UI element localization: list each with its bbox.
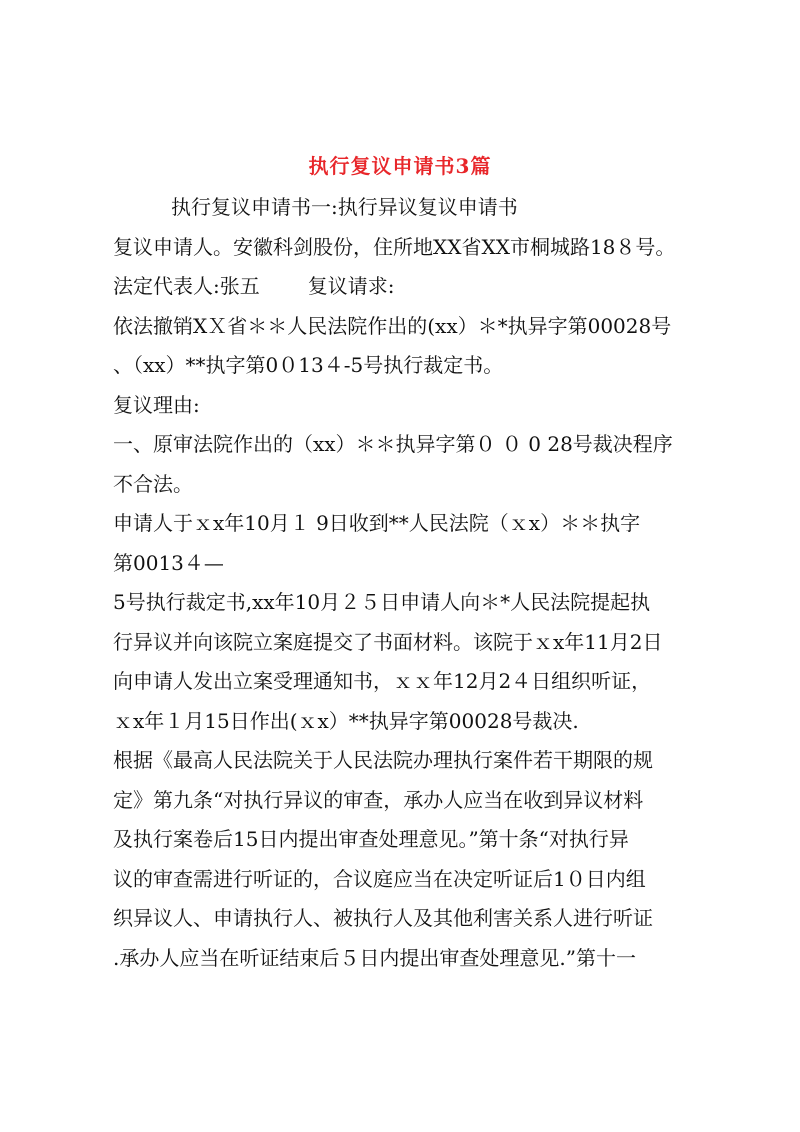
paragraph-line: 依法撤销XＸ省＊＊人民法院作出的(xx）＊*执异字第00028号 — [113, 313, 672, 338]
paragraph-line: 行异议并向该院立案庭提交了书面材料。该院于ｘx年11月2日 — [113, 629, 663, 654]
paragraph-line: 不合法。 — [113, 471, 193, 496]
section-heading: 执行复议申请书一:执行异议复议申请书 — [171, 195, 518, 219]
paragraph-line: 第0013４— — [113, 550, 224, 575]
document-title: 执行复议申请书3篇 — [308, 154, 492, 178]
paragraph-line: 向申请人发出立案受理通知书，ｘｘ年12月2４日组织听证， — [113, 669, 652, 693]
paragraph-line: 复议理由: — [113, 392, 200, 417]
paragraph-line: 复议申请人。安徽科剑股份，住所地XX省XX市桐城路18８号。 — [113, 234, 676, 259]
paragraph-line: 定》第九条“对执行异议的审查，承办人应当在收到异议材料 — [113, 787, 644, 812]
paragraph-line: 织异议人、申请执行人、被执行人及其他利害关系人进行听证 — [113, 906, 653, 930]
paragraph-line: 5号执行裁定书,xx年10月２５日申请人向＊*人民法院提起执 — [113, 590, 651, 614]
paragraph-line: .承办人应当在听证结束后５日内提出审查处理意见.”第十一 — [113, 945, 636, 970]
paragraph-line: 、（xx）**执字第0０13４-5号执行裁定书。 — [113, 353, 504, 377]
legal-representative: 法定代表人:张五 — [113, 274, 260, 298]
request-heading: 复议请求: — [307, 274, 395, 298]
paragraph-line: 及执行案卷后15日内提出审查处理意见。”第十条“对执行异 — [113, 827, 629, 851]
document-body — [113, 188, 693, 978]
paragraph-line: 根据《最高人民法院关于人民法院办理执行案件若干期限的规 — [113, 748, 653, 772]
paragraph-line: 申请人于ｘx年10月１ 9日收到**人民法院（ｘx）＊＊执字 — [113, 511, 641, 535]
paragraph-line: ｘx年１月15日作出(ｘx）**执异字第00028号裁决. — [113, 708, 579, 733]
paragraph-line: 议的审查需进行听证的，合议庭应当在决定听证后1０日内组 — [113, 866, 646, 891]
paragraph-line: 一、原审法院作出的（xx）＊＊执异字第０ ０ 0 28号裁决程序 — [113, 432, 673, 456]
paragraph-line — [113, 267, 693, 307]
